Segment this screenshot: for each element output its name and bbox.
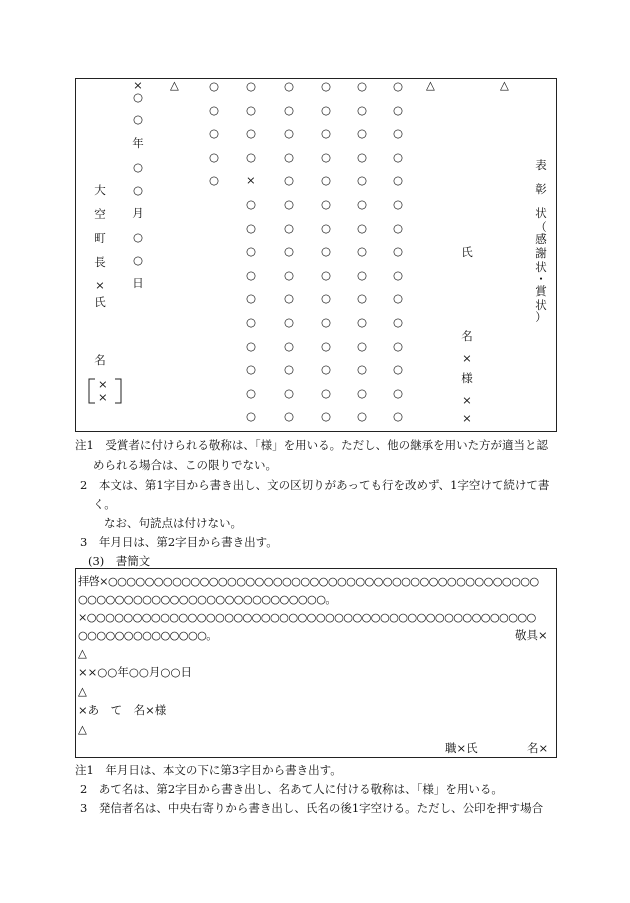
body-circle-mark: ○ — [246, 291, 257, 306]
body-circle-mark: ○ — [284, 409, 295, 424]
body-circle-mark: ○ — [357, 385, 368, 400]
date-char: ○ — [132, 112, 144, 126]
body-circle-mark: ○ — [284, 385, 295, 400]
body-circle-mark: ○ — [321, 126, 332, 141]
date-mark: × — [133, 78, 143, 92]
letter-line: 拝啓×○○○○○○○○○○○○○○○○○○○○○○○○○○○○○○○○○○○○○○○○○○○○○○○ — [78, 575, 539, 588]
recipient-mark: × — [462, 393, 472, 407]
body-circle-mark: ○ — [357, 149, 368, 164]
issuer-char: 大 — [94, 183, 106, 197]
body-circle-mark: ○ — [393, 338, 404, 353]
title-sub-char: 状 — [535, 298, 547, 312]
body-circle-mark: ○ — [321, 385, 332, 400]
body-circle-mark: ○ — [246, 338, 257, 353]
body-circle-mark: ○ — [284, 79, 295, 93]
date-char: ○ — [132, 183, 144, 197]
body-circle-mark: ○ — [246, 102, 257, 117]
body-circle-mark: ○ — [246, 362, 257, 377]
body-circle-mark: ○ — [246, 149, 257, 164]
body-circle-mark: ○ — [284, 291, 295, 306]
note-award-2-sub: なお、句読点は付けない。 — [104, 516, 242, 530]
body-circle-mark: × — [246, 173, 256, 188]
body-circle-mark: ○ — [321, 409, 332, 424]
seal-placeholder — [88, 378, 122, 404]
letter-blank-mark: △ — [78, 684, 87, 698]
letter-addressee: ×あ て 名×様 — [78, 703, 167, 717]
body-circle-mark: ○ — [246, 244, 257, 259]
body-circle-mark: ○ — [321, 197, 332, 211]
note-award-2: 2 本文は、第1字目から書き出し、文の区切りがあっても行を改めず、1字空けて続けて書 — [80, 478, 550, 492]
section-heading-letter: (3) 書簡文 — [88, 554, 151, 568]
body-circle-mark: ○ — [284, 338, 295, 353]
letter-line: ×○○○○○○○○○○○○○○○○○○○○○○○○○○○○○○○○○○○○○○○○○○○○○○○○○ — [78, 611, 536, 624]
letter-closing: 敬具× — [515, 628, 548, 642]
body-circle-mark: ○ — [321, 149, 332, 164]
body-circle-mark: ○ — [357, 126, 368, 141]
title-char: 彰 — [535, 182, 547, 196]
title-sub-char: 謝 — [535, 246, 547, 260]
body-circle-mark: ○ — [284, 244, 295, 259]
letter-line: ○○○○○○○○○○○○○○○○○○○○○○○○○○○。 — [78, 593, 336, 606]
body-circle-mark: ○ — [321, 291, 332, 306]
body-circle-mark: ○ — [246, 267, 257, 282]
letter-line: ○○○○○○○○○○○○○○。 — [78, 629, 217, 642]
body-circle-mark: ○ — [209, 79, 220, 93]
body-circle-mark: ○ — [393, 244, 404, 259]
body-circle-mark: ○ — [209, 149, 220, 164]
issuer-name-char: 名 — [94, 353, 106, 367]
body-circle-mark: ○ — [284, 362, 295, 377]
body-circle-mark: ○ — [284, 102, 295, 117]
top-mark: △ — [426, 78, 435, 92]
body-circle-mark: ○ — [246, 385, 257, 400]
title-sub-char: 賞 — [535, 284, 547, 298]
body-circle-mark: ○ — [357, 362, 368, 377]
body-circle-mark: ○ — [393, 362, 404, 377]
body-circle-mark: ○ — [321, 267, 332, 282]
body-circle-mark: ○ — [357, 102, 368, 117]
body-circle-mark: ○ — [357, 291, 368, 306]
body-circle-mark: ○ — [357, 220, 368, 235]
letter-date: ××○○年○○月○○日 — [78, 665, 192, 679]
body-circle-mark: ○ — [393, 409, 404, 424]
letter-blank-mark: △ — [78, 722, 87, 736]
body-circle-mark: ○ — [393, 291, 404, 306]
title-sub-char: ・ — [535, 272, 547, 286]
award-certificate-sample — [75, 78, 557, 432]
title-sub-char: （ — [535, 220, 547, 234]
body-circle-mark: ○ — [393, 197, 404, 211]
recipient-honorific-char: × — [462, 351, 472, 365]
body-circle-mark: ○ — [357, 244, 368, 259]
note-letter-3: 3 発信者名は、中央右寄りから書き出し、氏名の後1字空ける。ただし、公印を押す場合 — [80, 801, 544, 815]
issuer-char: 町 — [94, 231, 106, 245]
top-mark: △ — [500, 78, 509, 92]
recipient-surname-char: 氏 — [461, 245, 473, 259]
body-circle-mark: ○ — [321, 362, 332, 377]
issuer-char: 氏 — [94, 295, 106, 309]
body-circle-mark: ○ — [393, 126, 404, 141]
body-circle-mark: ○ — [357, 79, 368, 93]
date-char: 年 — [132, 136, 144, 150]
body-circle-mark: ○ — [321, 220, 332, 235]
body-circle-mark: ○ — [357, 338, 368, 353]
note-award-3: 3 年月日は、第2字目から書き出す。 — [80, 535, 278, 549]
note-award-1: 注1 受賞者に付けられる敬称は、「様」を用いる。ただし、他の継承を用いた方が適当と認 — [75, 438, 549, 452]
note-award-1-cont: められる場合は、この限りでない。 — [93, 458, 277, 472]
body-circle-mark: ○ — [357, 173, 368, 188]
body-circle-mark: ○ — [321, 173, 332, 188]
body-circle-mark: ○ — [393, 79, 404, 93]
note-letter-1: 注1 年月日は、本文の下に第3字目から書き出す。 — [75, 763, 342, 777]
title-char: 表 — [535, 158, 547, 172]
body-circle-mark: ○ — [284, 126, 295, 141]
body-circle-mark: ○ — [357, 409, 368, 424]
body-circle-mark: ○ — [321, 338, 332, 353]
title-sub-char: 状 — [535, 260, 547, 274]
recipient-name-char: 名 — [461, 329, 473, 343]
date-char: ○ — [132, 90, 144, 104]
body-circle-mark: ○ — [321, 315, 332, 329]
body-circle-mark: ○ — [321, 244, 332, 259]
seal-mark: × — [98, 377, 108, 391]
title-char: 状 — [535, 206, 547, 220]
note-award-2-cont: く。 — [93, 497, 116, 511]
recipient-mark: × — [462, 411, 472, 425]
title-sub-char: ） — [535, 310, 547, 324]
body-circle-mark: ○ — [357, 315, 368, 329]
body-circle-mark: ○ — [246, 79, 257, 93]
issuer-char: × — [95, 278, 105, 292]
letter-sender-name: 名× — [527, 741, 549, 755]
issuer-char: 長 — [94, 255, 106, 269]
body-circle-mark: ○ — [393, 149, 404, 164]
body-circle-mark: ○ — [246, 220, 257, 235]
body-circle-mark: ○ — [284, 197, 295, 211]
seal-mark: × — [98, 390, 108, 404]
body-circle-mark: ○ — [393, 102, 404, 117]
body-circle-mark: ○ — [209, 126, 220, 141]
body-circle-mark: ○ — [284, 173, 295, 188]
date-char: 日 — [132, 276, 144, 290]
body-circle-mark: ○ — [393, 267, 404, 282]
date-char: ○ — [132, 160, 144, 174]
body-circle-mark: ○ — [393, 385, 404, 400]
body-circle-mark: ○ — [246, 126, 257, 141]
body-circle-mark: ○ — [209, 102, 220, 117]
title-sub-char: 感 — [535, 232, 547, 246]
body-circle-mark: ○ — [246, 409, 257, 424]
recipient-honorific-char: 様 — [461, 371, 473, 385]
letter-sender-title: 職×氏 — [445, 741, 478, 755]
letter-blank-mark: △ — [78, 646, 87, 660]
body-circle-mark: ○ — [321, 102, 332, 117]
note-letter-2: 2 あて名は、第2字目から書き出し、名あて人に付ける敬称は、「様」を用いる。 — [80, 782, 503, 796]
issuer-char: 空 — [94, 207, 106, 221]
body-circle-mark: ○ — [284, 149, 295, 164]
date-char: ○ — [132, 253, 144, 267]
date-char: ○ — [132, 230, 144, 244]
body-circle-mark: ○ — [284, 315, 295, 329]
body-circle-mark: ○ — [209, 173, 220, 188]
body-circle-mark: ○ — [246, 197, 257, 211]
body-circle-mark: ○ — [321, 79, 332, 93]
body-circle-mark: ○ — [393, 173, 404, 188]
body-circle-mark: ○ — [393, 220, 404, 235]
body-circle-mark: ○ — [393, 315, 404, 329]
body-circle-mark: ○ — [284, 220, 295, 235]
body-circle-mark: ○ — [357, 267, 368, 282]
body-circle-mark: ○ — [284, 267, 295, 282]
top-mark: △ — [170, 78, 179, 92]
date-char: 月 — [132, 206, 144, 220]
body-circle-mark: ○ — [246, 315, 257, 329]
body-circle-mark: ○ — [357, 197, 368, 211]
